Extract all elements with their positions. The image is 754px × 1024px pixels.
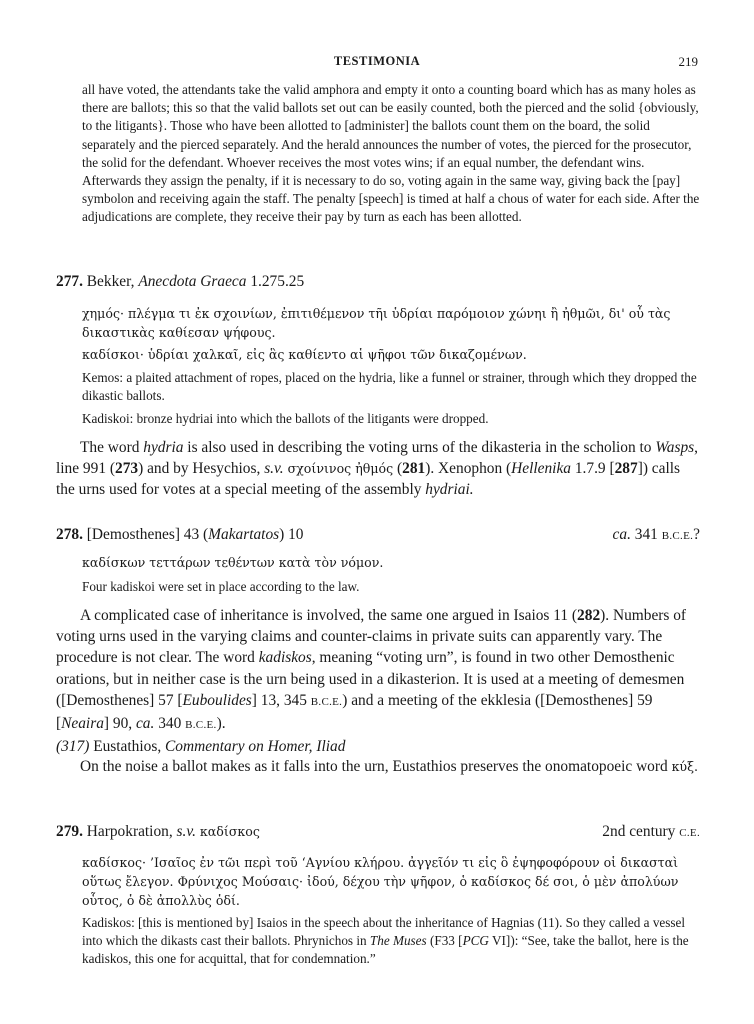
entry-278-commentary: A complicated case of inheritance is involved, the same one argued in Isaios 11 (282). Numbers of voting urns used in the varying claims and counter-claims in private suits can apparently vary. The procedure is not clear. The word kadiskos, meaning “voting urn”, is found in two other Demosthenic orations, but in neither case is the urn being used in a dikasterion. It is used at a meeting of demesmen ([Demosthenes] 57 [Euboulides] 13, 345 B.C.E.) and a meeting of the ekklesia ([Demosthenes] 59 [Neaira] 90, ca. 340 B.C.E.). [56, 607, 687, 733]
page-header [56, 54, 698, 72]
entry-317-heading: (317) Eustathios, Commentary on Homer, Iliad [56, 738, 346, 755]
entry-278-translation: Four kadiskoi were set in place according to the law. [82, 579, 360, 594]
entry-date: ca. 341 B.C.E.? [612, 526, 700, 543]
entry-277-greek-1: χημός· πλέγμα τι ἐκ σχοινίων, ἐπιτιθέμενον τῆι ὑδρίαι παρόμοιον χώνηι ἢ ἠθμῶι, δι' οὗ τὰς δικαστικὰς καθίεσαν ψήφους. [82, 306, 671, 340]
entry-277-commentary: The word hydria is also used in describing the voting urns of the dikasteria in the scholion to Wasps, line 991 (273) and by Hesychios, s.v. σχοίνινος ἠθμός (281). Xenophon (Hellenika 1.7.9 [287]) calls the urns used for votes at a special meeting of the assembly hydriai. [56, 439, 698, 499]
entry-number: (317) [56, 738, 90, 755]
entry-279-translation: Kadiskos: [this is mentioned by] Isaios in the speech about the inheritance of Hagnias (11). So they called a vessel into which the dikasts cast their ballots. Phrynichos in The Muses (F33 [PCG VI]): “See, take the ballot, here is the kadiskos, this one for acquittal, that for condemnation.” [82, 915, 689, 967]
entry-317-text: On the noise a ballot makes as it falls into the urn, Eustathios preserves the onomatopoeic word κύξ. [80, 758, 699, 775]
entry-277-heading [56, 272, 700, 292]
running-head: TESTIMONIA [333, 54, 421, 68]
entry-number: 277. [56, 273, 83, 290]
entry-279-greek: καδίσκος· ’Ισαῖος ἐν τῶι περὶ τοῦ ‘Αγνίου κλήρου. ἀγγεῖόν τι εἰς ὃ ἐψηφοφόρουν οἱ δικασταὶ οὕτως ἔλεγον. Φρύνιχος Μούσαις· ἰδού, δέχου τὴν ψῆφον, ὁ καδίσκος δέ σοι, ὁ μὲν ἀπολύων οὗτος, ὁ δὲ ἀπολλὺς ὁδί. [82, 855, 679, 908]
entry-277-translation-1: Kemos: a plaited attachment of ropes, placed on the hydria, like a funnel or strainer, through which they dropped the dikastic ballots. [82, 370, 697, 404]
source-title: Anecdota Graeca [138, 273, 247, 290]
source-author: Bekker, [86, 273, 139, 290]
entry-277-greek-2: καδίσκοι· ὑδρίαι χαλκαῖ, εἰς ἃς καθίεντο αἱ ψῆφοι τῶν δικαζομένων. [82, 347, 527, 362]
entry-number: 278. [56, 526, 83, 543]
source-title: Commentary on Homer, Iliad [165, 738, 346, 755]
entry-278-heading: 278. [Demosthenes] 43 (Makartatos) 10 ca. 341 B.C.E.? [56, 525, 700, 545]
entry-278-greek: καδίσκων τεττάρων τεθέντων κατὰ τὸν νόμον. [82, 555, 384, 570]
source-title: Makartatos [208, 526, 280, 543]
page-number: 219 [678, 54, 698, 69]
intro-paragraph: all have voted, the attendants take the valid amphora and empty it onto a counting board which has as many holes as there are ballots; this so that the valid ballots set out can be easily counted, both the pierced and the solid {obviously, to the litigants}. Those who have been allotted to [administer] the ballots count them on the board, the solid separately and the pierced separately. And the herald announces the number of votes, the pierced for the prosecutor, the solid for the defendant. Whoever receives the most votes wins; if an equal number, the defendant wins. Afterwards they assign the penalty, if it is necessary to do so, voting again in the same way, giving back the [pay] symbolon and receiving again the staff. The penalty [speech] is timed at half a chous of water for each side. After the adjudications are complete, they receive their pay by turn as each has been allotted. [82, 82, 700, 225]
source-ref: 1.275.25 [246, 273, 305, 290]
entry-279-heading: 279. Harpokration, s.v. καδίσκος 2nd century C.E. [56, 822, 700, 842]
entry-date: 2nd century C.E. [602, 823, 700, 840]
entry-277-translation-2: Kadiskoi: bronze hydriai into which the ballots of the litigants were dropped. [82, 411, 489, 426]
entry-number: 279. [56, 823, 83, 840]
